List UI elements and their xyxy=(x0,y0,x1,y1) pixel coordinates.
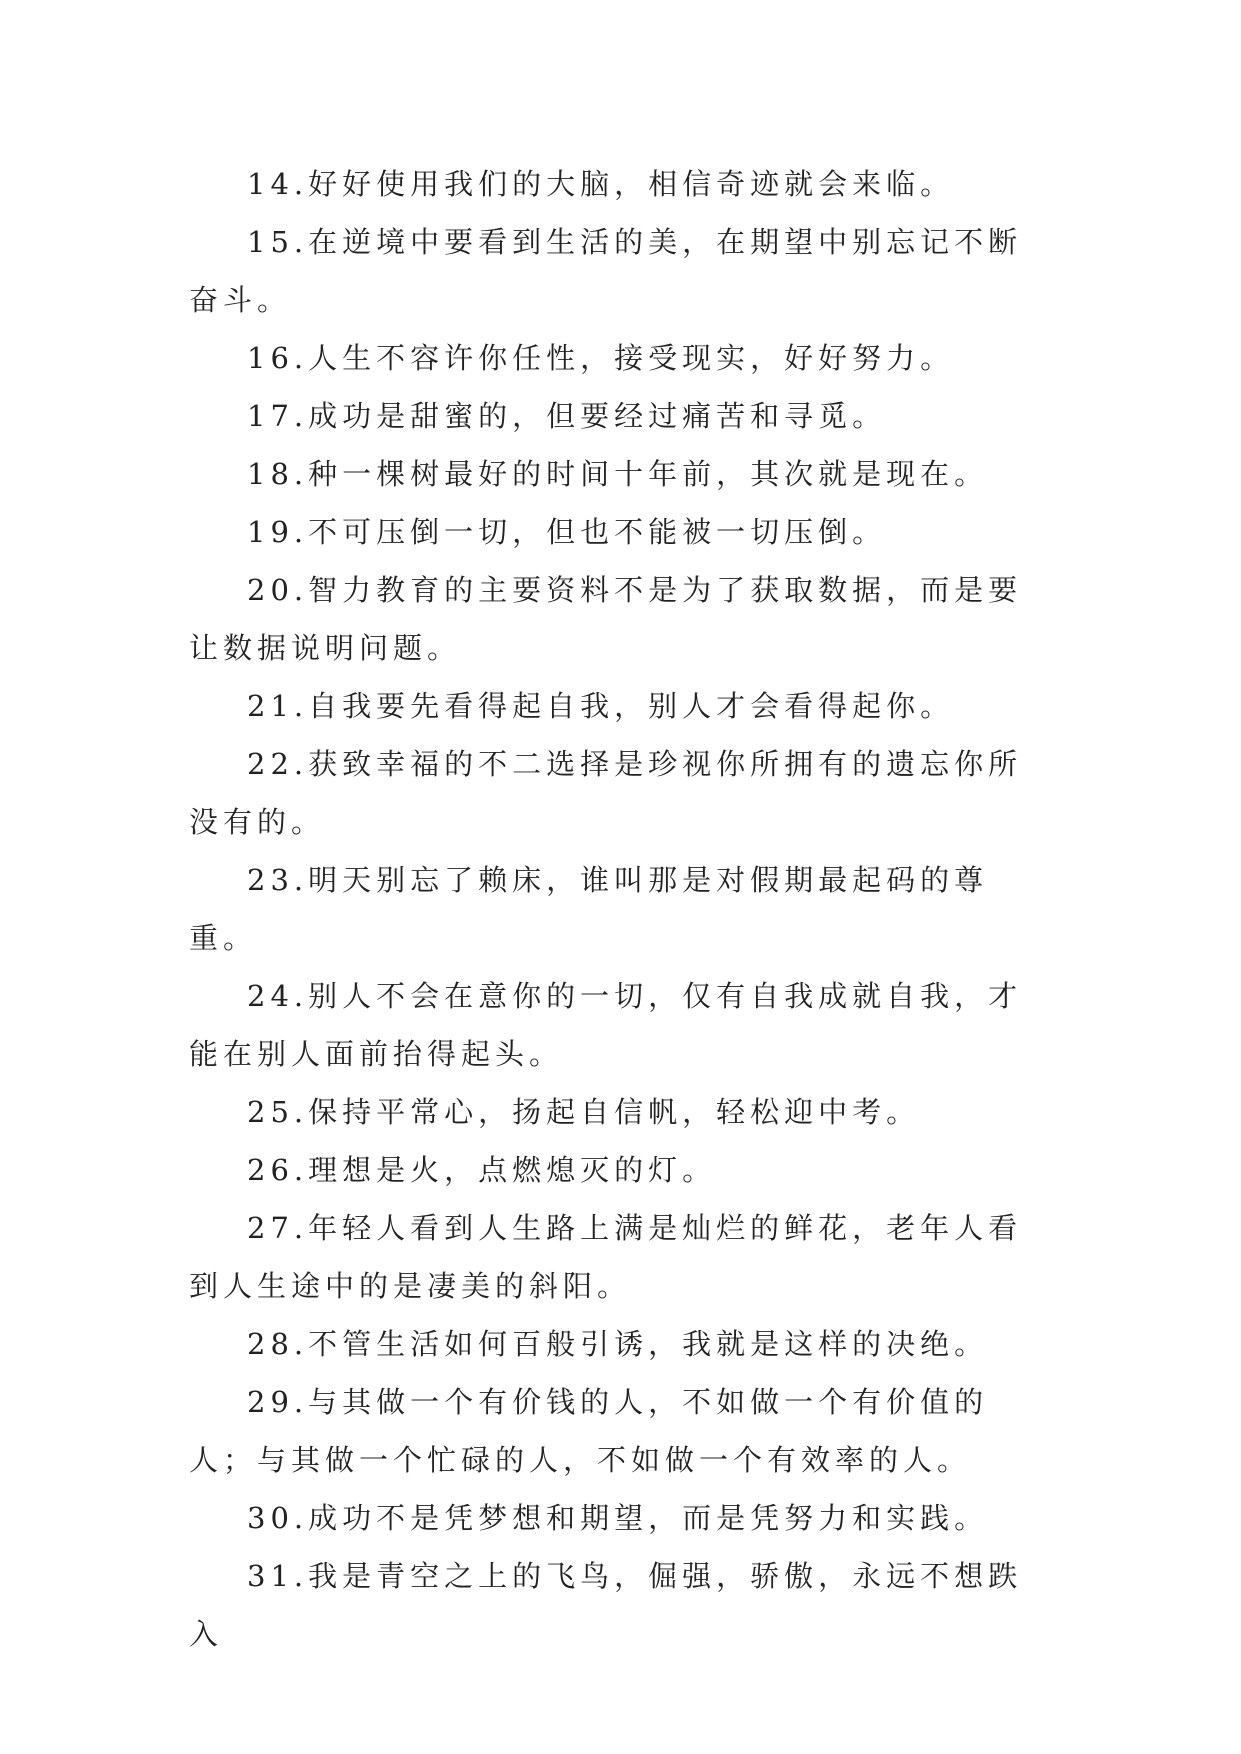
paragraph-27: 27.年轻人看到人生路上满是灿烂的鲜花，老年人看到人生途中的是凄美的斜阳。 xyxy=(189,1211,1023,1303)
paragraph-28: 28.不管生活如何百般引诱，我就是这样的决绝。 xyxy=(247,1327,989,1361)
paragraph-19: 19.不可压倒一切，但也不能被一切压倒。 xyxy=(247,515,887,549)
paragraph-16: 16.人生不容许你任性，接受现实，好好努力。 xyxy=(247,341,955,375)
paragraph-17: 17.成功是甜蜜的，但要经过痛苦和寻觅。 xyxy=(247,399,887,433)
paragraph-22: 22.获致幸福的不二选择是珍视你所拥有的遗忘你所没有的。 xyxy=(189,747,1023,839)
paragraph-25: 25.保持平常心，扬起自信帆，轻松迎中考。 xyxy=(247,1095,921,1129)
paragraph-30: 30.成功不是凭梦想和期望，而是凭努力和实践。 xyxy=(247,1501,989,1535)
paragraph-15: 15.在逆境中要看到生活的美，在期望中别忘记不断奋斗。 xyxy=(189,225,1023,317)
paragraph-21: 21.自我要先看得起自我，别人才会看得起你。 xyxy=(247,689,955,723)
paragraph-29: 29.与其做一个有价钱的人，不如做一个有价值的人；与其做一个忙碌的人，不如做一个有效率的人。 xyxy=(189,1385,989,1477)
paragraph-24: 24.别人不会在意你的一切，仅有自我成就自我，才能在别人面前抬得起头。 xyxy=(189,979,1023,1071)
paragraph-31: 31.我是青空之上的飞鸟，倔强，骄傲，永远不想跌入 xyxy=(189,1559,1023,1651)
paragraph-20: 20.智力教育的主要资料不是为了获取数据，而是要让数据说明问题。 xyxy=(189,573,1023,665)
paragraph-14: 14.好好使用我们的大脑，相信奇迹就会来临。 xyxy=(247,167,955,201)
paragraph-26: 26.理想是火，点燃熄灭的灯。 xyxy=(247,1153,717,1187)
paragraph-18: 18.种一棵树最好的时间十年前，其次就是现在。 xyxy=(247,457,989,491)
paragraph-23: 23.明天别忘了赖床，谁叫那是对假期最起码的尊重。 xyxy=(189,863,989,955)
document-body xyxy=(189,155,1051,1663)
